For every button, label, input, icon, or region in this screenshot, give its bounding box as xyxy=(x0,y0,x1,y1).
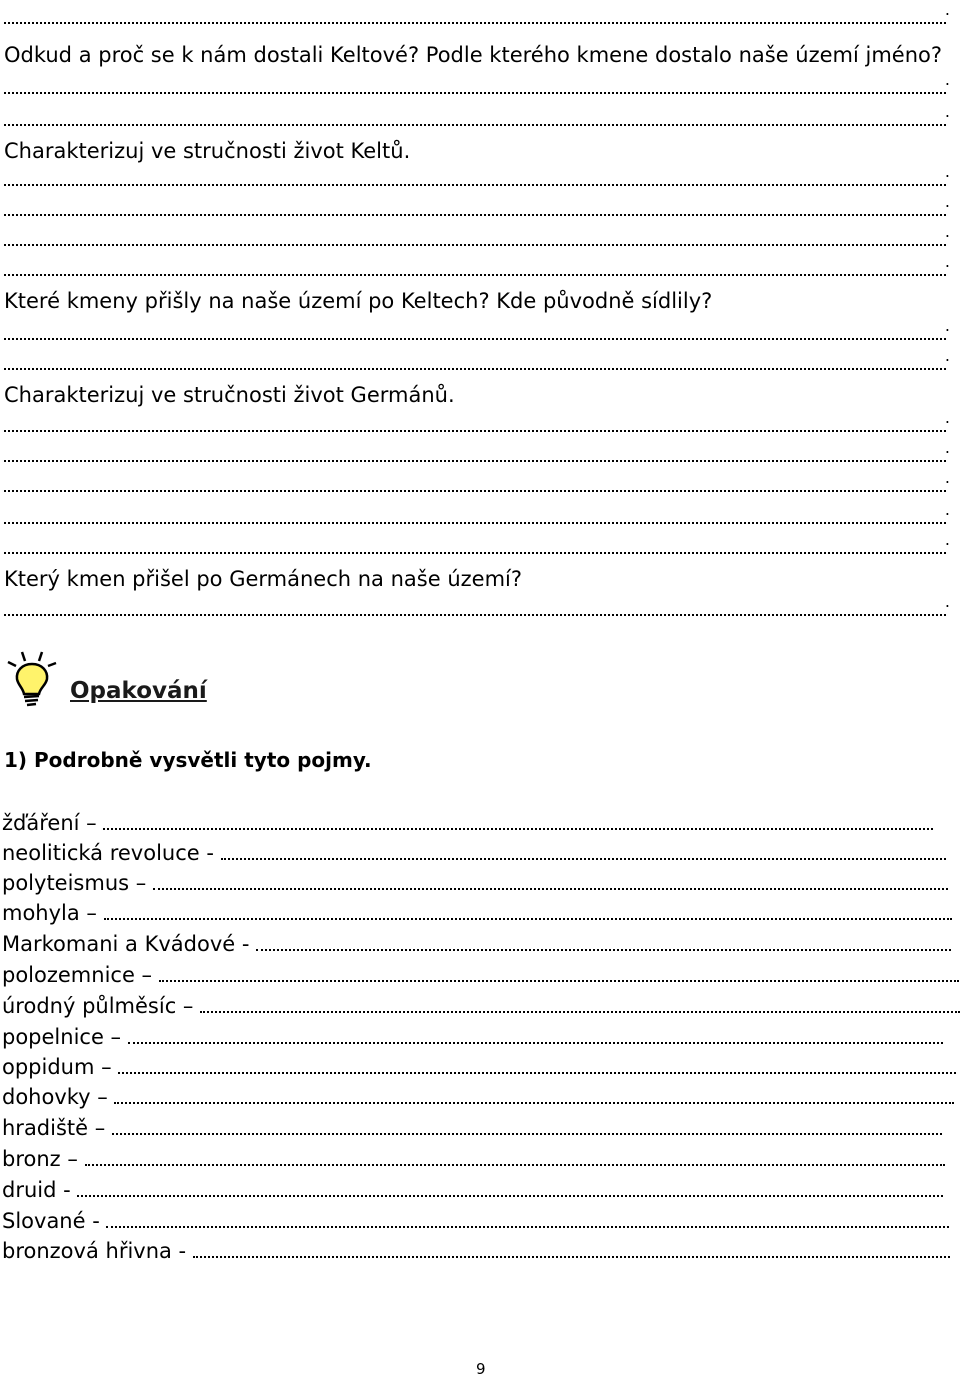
term-row xyxy=(2,1082,954,1112)
answer-field[interactable] xyxy=(106,1226,949,1228)
answer-field[interactable] xyxy=(221,858,946,860)
term-row xyxy=(2,1236,950,1266)
answer-line[interactable] xyxy=(4,522,946,524)
section-heading xyxy=(4,650,404,720)
term-label: mohyla – xyxy=(2,901,97,925)
answer-field[interactable] xyxy=(114,1102,954,1104)
term-row xyxy=(2,898,952,928)
question-2: Charakterizuj ve stručnosti život Keltů. xyxy=(4,139,411,163)
term-label: oppidum – xyxy=(2,1055,112,1079)
term-label: hradiště – xyxy=(2,1116,106,1140)
section-title: Opakování xyxy=(70,678,207,704)
term-label: Markomani a Kvádové - xyxy=(2,932,250,956)
answer-line[interactable] xyxy=(4,214,946,216)
answer-line[interactable] xyxy=(4,124,946,126)
answer-field[interactable] xyxy=(193,1256,950,1258)
question-4: Charakterizuj ve stručnosti život Germánů. xyxy=(4,383,455,407)
page-number: 9 xyxy=(476,1360,486,1378)
term-row xyxy=(2,1113,942,1143)
answer-line[interactable] xyxy=(4,614,946,616)
term-label: polozemnice – xyxy=(2,963,153,987)
term-row xyxy=(2,868,948,898)
question-3: Které kmeny přišly na naše území po Keltech? Kde původně sídlily? xyxy=(4,289,713,313)
answer-line[interactable] xyxy=(4,274,946,276)
answer-field[interactable] xyxy=(112,1133,942,1135)
term-row xyxy=(2,1206,949,1236)
answer-line[interactable] xyxy=(4,460,946,462)
answer-line[interactable] xyxy=(4,368,946,370)
answer-field[interactable] xyxy=(77,1195,943,1197)
term-label: úrodný půlměsíc – xyxy=(2,994,194,1018)
term-row xyxy=(2,838,946,868)
answer-field[interactable] xyxy=(118,1072,956,1074)
answer-line[interactable] xyxy=(4,430,946,432)
term-row xyxy=(2,960,959,990)
answer-line[interactable] xyxy=(4,490,946,492)
task-instruction: 1) Podrobně vysvětli tyto pojmy. xyxy=(4,748,372,772)
answer-field[interactable] xyxy=(104,918,952,920)
lightbulb-icon xyxy=(4,650,64,710)
term-label: polyteismus – xyxy=(2,871,147,895)
term-row xyxy=(2,1144,945,1174)
answer-line[interactable] xyxy=(4,92,946,94)
answer-field[interactable] xyxy=(159,980,959,982)
term-label: Slované - xyxy=(2,1209,100,1233)
term-row xyxy=(2,929,951,959)
term-label: popelnice – xyxy=(2,1025,122,1049)
answer-line[interactable] xyxy=(4,244,946,246)
term-label: druid - xyxy=(2,1178,71,1202)
term-label: neolitická revoluce - xyxy=(2,841,214,865)
term-label: bronz – xyxy=(2,1147,78,1171)
answer-field[interactable] xyxy=(85,1164,945,1166)
answer-field[interactable] xyxy=(103,828,933,830)
term-row xyxy=(2,991,960,1021)
answer-line[interactable] xyxy=(4,338,946,340)
term-label: žďáření – xyxy=(2,811,97,835)
answer-field[interactable] xyxy=(200,1011,960,1013)
answer-field[interactable] xyxy=(128,1042,943,1044)
term-row xyxy=(2,1175,943,1205)
term-label: bronzová hřivna - xyxy=(2,1239,187,1263)
term-row xyxy=(2,1022,943,1052)
term-row xyxy=(2,808,933,838)
term-label: dohovky – xyxy=(2,1085,108,1109)
answer-line[interactable] xyxy=(4,552,946,554)
term-row xyxy=(2,1052,956,1082)
answer-field[interactable] xyxy=(256,949,951,951)
question-5: Který kmen přišel po Germánech na naše území? xyxy=(4,567,523,591)
answer-line[interactable] xyxy=(4,22,946,24)
answer-line[interactable] xyxy=(4,184,946,186)
question-1: Odkud a proč se k nám dostali Keltové? Podle kterého kmene dostalo naše území jméno? xyxy=(4,43,943,67)
answer-field[interactable] xyxy=(153,888,948,890)
